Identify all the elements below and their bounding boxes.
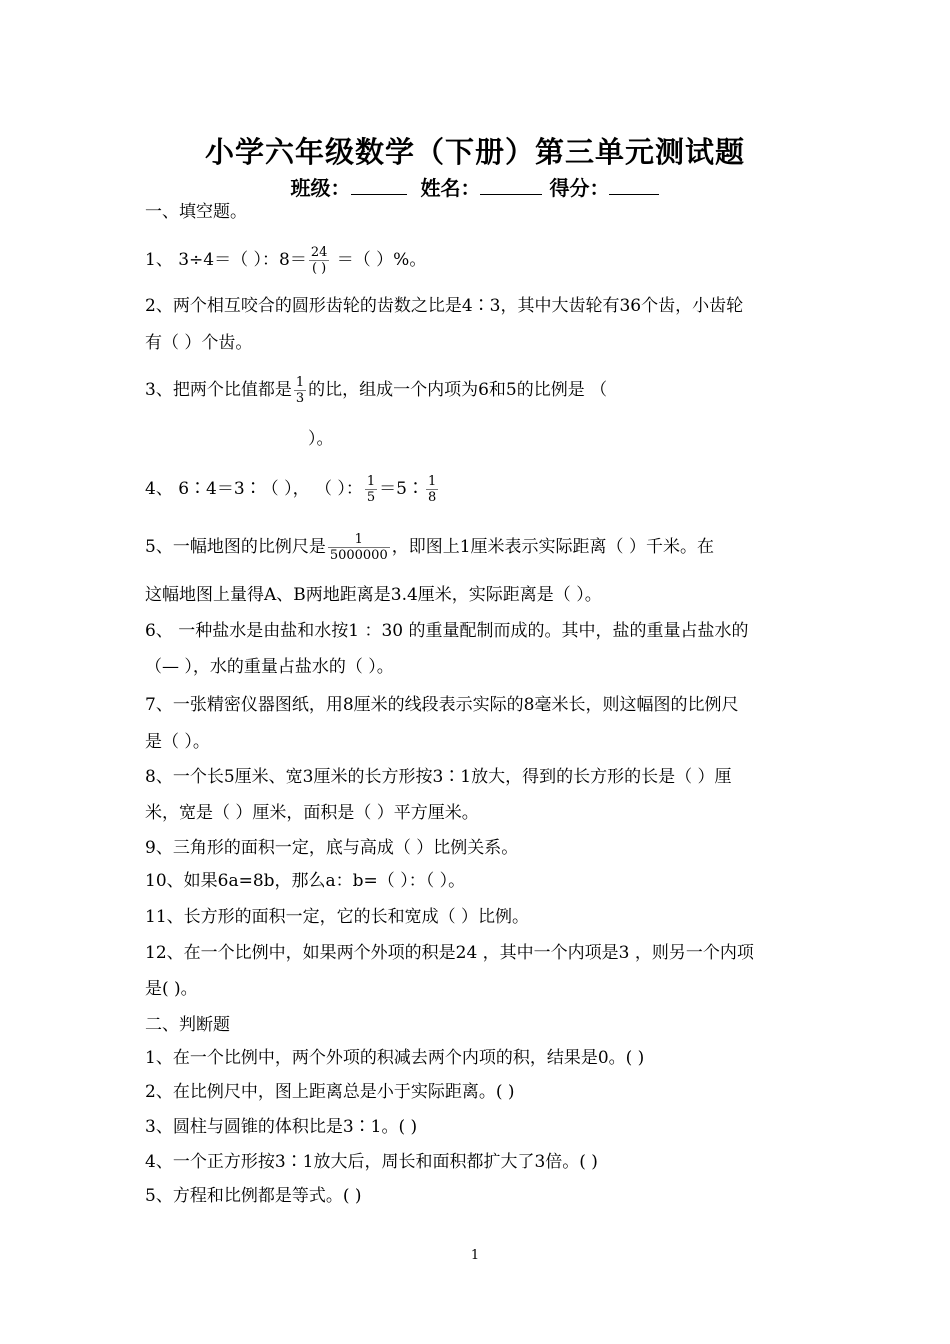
fraction: $\frac{1}{5}$ <box>366 474 376 505</box>
page-number: 1 <box>470 1248 480 1263</box>
question-12-line-1: 12、在一个比例中，如果两个外项的积是24 ，其中一个内项是3 ，则另一个内项 <box>145 943 754 963</box>
question-3-line-2: ）。 <box>308 429 334 449</box>
question-11: 11、长方形的面积一定，它的长和宽成（ ）比例。 <box>145 907 530 927</box>
question-5-line-2: 这幅地图上量得A、B两地距离是3.4厘米，实际距离是（ ）。 <box>145 585 602 605</box>
question-1: 1、 3÷4＝（ ）：8＝ $\frac{24}{( )}$ ＝（ ）%。 <box>145 245 427 276</box>
score-label: 得分： <box>549 176 610 200</box>
name-blank[interactable] <box>480 176 542 195</box>
score-blank[interactable] <box>609 176 659 195</box>
question-3: 3、把两个比值都是 $\frac{1}{3}$ 的比，组成一个内项为6和5的比例是 （ <box>145 375 608 406</box>
name-label: 姓名： <box>420 176 481 200</box>
fraction: $\frac{1}{8}$ <box>428 474 437 505</box>
page-title: 小学六年级数学（下册）第三单元测试题 <box>204 135 745 169</box>
question-2-line-2: 有（ ）个齿。 <box>145 333 253 353</box>
question-7-line-2: 是（ ）。 <box>145 732 210 752</box>
section-2-heading: 二、判断题 <box>145 1015 230 1035</box>
class-label: 班级： <box>290 176 351 200</box>
judgement-item: 2、在比例尺中，图上距离总是小于实际距离。( ) <box>145 1082 515 1102</box>
question-4: 4、 6∶4＝3∶（ ）， （ ）： $\frac{1}{5}$ ＝5∶ $\frac{1}{8}$ <box>145 474 437 505</box>
judgement-item: 4、一个正方形按3∶1放大后，周长和面积都扩大了3倍。( ) <box>145 1152 598 1172</box>
question-6-line-2: （— ），水的重量占盐水的（ ）。 <box>145 657 394 677</box>
question-7-line-1: 7、一张精密仪器图纸，用8厘米的线段表示实际的8毫米长，则这幅图的比例尺 <box>145 695 739 715</box>
student-info-row <box>0 172 950 201</box>
fraction: $\frac{24}{( )}$ <box>310 245 328 276</box>
question-12-line-2: 是( )。 <box>145 979 198 999</box>
question-5: 5、一幅地图的比例尺是 $\frac{1}{5000000}$ ，即图上1厘米表示实际距离（ ）千米。在 <box>145 532 714 563</box>
section-1-heading: 一、填空题。 <box>145 202 247 222</box>
question-10: 10、如果6a=8b，那么a：b=（ ）：（ ）。 <box>145 871 466 891</box>
question-9: 9、三角形的面积一定，底与高成（ ）比例关系。 <box>145 838 519 858</box>
class-blank[interactable] <box>351 176 407 195</box>
fraction: $\frac{1}{3}$ <box>295 375 305 406</box>
fraction: $\frac{1}{5000000}$ <box>329 532 388 563</box>
judgement-item: 3、圆柱与圆锥的体积比是3∶1。( ) <box>145 1117 418 1137</box>
judgement-item: 1、在一个比例中，两个外项的积减去两个内项的积，结果是0。( ) <box>145 1048 645 1068</box>
question-8-line-1: 8、一个长5厘米、宽3厘米的长方形按3∶1放大，得到的长方形的长是（ ）厘 <box>145 767 732 787</box>
judgement-item: 5、方程和比例都是等式。( ) <box>145 1186 362 1206</box>
question-6-line-1: 6、 一种盐水是由盐和水按1 ：30 的重量配制而成的。其中，盐的重量占盐水的 <box>145 621 749 641</box>
question-8-line-2: 米，宽是（ ）厘米，面积是（ ）平方厘米。 <box>145 803 479 823</box>
question-2-line-1: 2、两个相互咬合的圆形齿轮的齿数之比是4∶3，其中大齿轮有36个齿，小齿轮 <box>145 296 744 316</box>
